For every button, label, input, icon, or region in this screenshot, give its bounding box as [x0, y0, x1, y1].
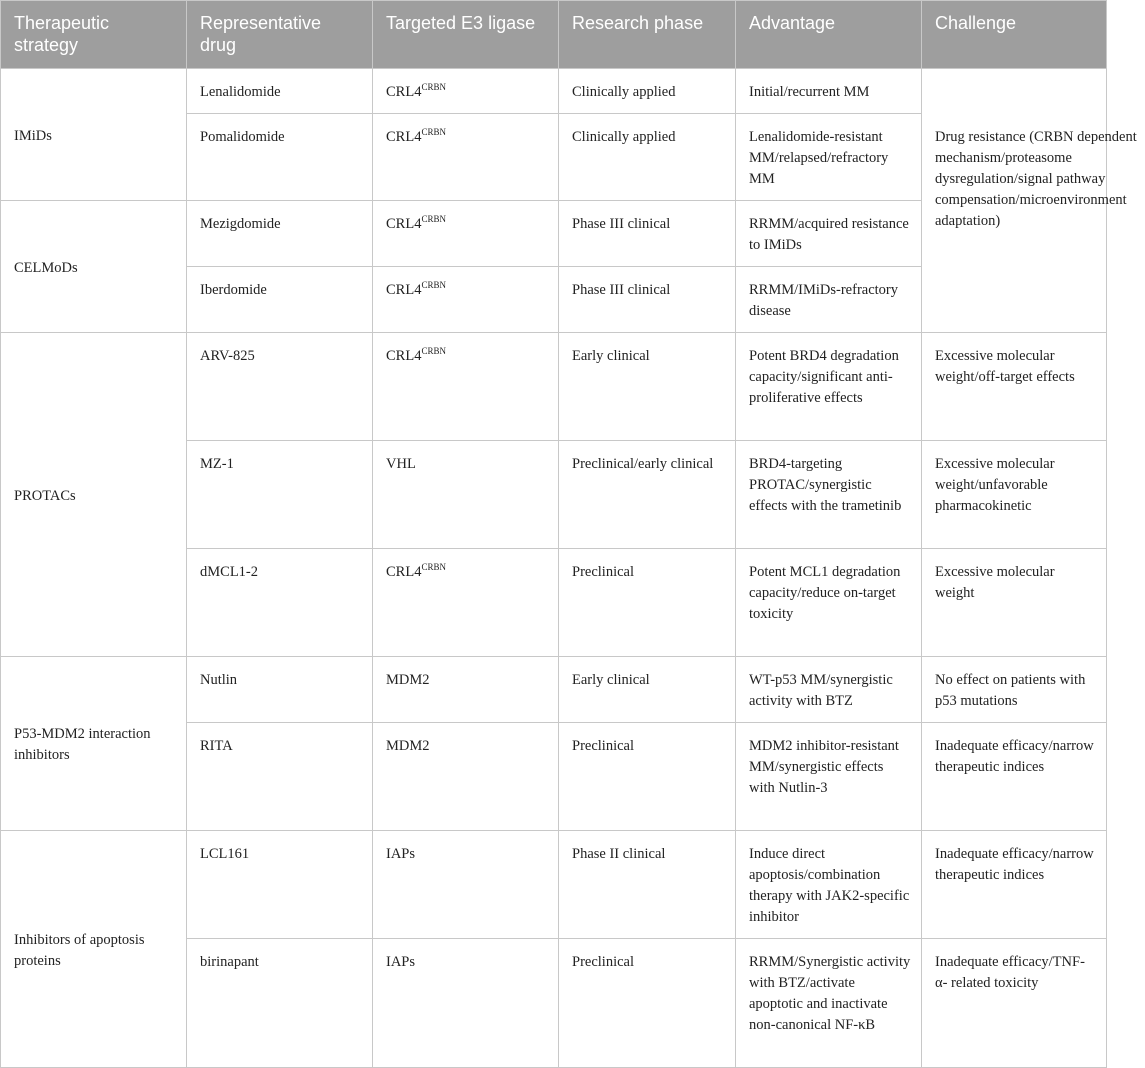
drug-cell: birinapant [187, 939, 373, 1068]
advantage-cell: Potent BRD4 degradation capacity/significant anti-proliferative effects [736, 333, 922, 441]
advantage-cell: Lenalidomide-resistant MM/relapsed/refractory MM [736, 114, 922, 201]
header-strategy: Therapeutic strategy [1, 1, 187, 69]
ligase-cell: $CRL4^{CRBN}$ [373, 549, 559, 657]
challenge-cell: Inadequate efficacy/narrow therapeutic indices [922, 831, 1107, 939]
phase-cell: Clinically applied [559, 114, 736, 201]
ligase-cell: IAPs [373, 831, 559, 939]
advantage-cell: Potent MCL1 degradation capacity/reduce on-target toxicity [736, 549, 922, 657]
ligase-cell: IAPs [373, 939, 559, 1068]
table-row [1, 69, 1107, 114]
drug-cell: ARV-825 [187, 333, 373, 441]
drug-cell: RITA [187, 723, 373, 831]
ligase-cell: $CRL4^{CRBN}$ [373, 69, 559, 114]
advantage-cell: MDM2 inhibitor-resistant MM/synergistic effects with Nutlin-3 [736, 723, 922, 831]
phase-cell: Clinically applied [559, 69, 736, 114]
advantage-cell: Induce direct apoptosis/combination therapy with JAK2-specific inhibitor [736, 831, 922, 939]
phase-cell: Phase III clinical [559, 201, 736, 267]
table-row [1, 831, 1107, 939]
advantage-cell: Initial/recurrent MM [736, 69, 922, 114]
table-row [1, 333, 1107, 441]
header-ligase: Targeted E3 ligase [373, 1, 559, 69]
phase-cell: Preclinical [559, 723, 736, 831]
strategy-cell: IMiDs [1, 69, 187, 201]
advantage-cell: RRMM/Synergistic activity with BTZ/activate apoptotic and inactivate non-canonical NF-κB [736, 939, 922, 1068]
ligase-cell: $CRL4^{CRBN}$ [373, 114, 559, 201]
drug-cell: Nutlin [187, 657, 373, 723]
phase-cell: Phase III clinical [559, 267, 736, 333]
strategy-cell: P53-MDM2 interaction inhibitors [1, 657, 187, 831]
advantage-cell: RRMM/IMiDs-refractory disease [736, 267, 922, 333]
drug-cell: Pomalidomide [187, 114, 373, 201]
header-drug: Representative drug [187, 1, 373, 69]
ligase-cell: MDM2 [373, 657, 559, 723]
phase-cell: Phase II clinical [559, 831, 736, 939]
challenge-cell: Drug resistance (CRBN dependent mechanism/proteasome dysregulation/signal pathway compensation/microenvironment adaptation) [922, 69, 1107, 333]
drug-cell: Iberdomide [187, 267, 373, 333]
strategy-cell: Inhibitors of apoptosis proteins [1, 831, 187, 1068]
phase-cell: Early clinical [559, 657, 736, 723]
challenge-cell: Excessive molecular weight/unfavorable pharmacokinetic [922, 441, 1107, 549]
drug-cell: Mezigdomide [187, 201, 373, 267]
header-advantage: Advantage [736, 1, 922, 69]
header-phase: Research phase [559, 1, 736, 69]
advantage-cell: BRD4-targeting PROTAC/synergistic effects with the trametinib [736, 441, 922, 549]
ligase-cell: $CRL4^{CRBN}$ [373, 267, 559, 333]
phase-cell: Preclinical/early clinical [559, 441, 736, 549]
challenge-cell: No effect on patients with p53 mutations [922, 657, 1107, 723]
drug-cell: Lenalidomide [187, 69, 373, 114]
table-row [1, 657, 1107, 723]
ligase-cell: VHL [373, 441, 559, 549]
challenge-cell: Inadequate efficacy/TNF-α- related toxicity [922, 939, 1107, 1068]
drug-cell: dMCL1-2 [187, 549, 373, 657]
ligase-cell: MDM2 [373, 723, 559, 831]
strategy-cell: PROTACs [1, 333, 187, 657]
drug-cell: MZ-1 [187, 441, 373, 549]
drug-cell: LCL161 [187, 831, 373, 939]
ligase-cell: $CRL4^{CRBN}$ [373, 333, 559, 441]
ligase-cell: $CRL4^{CRBN}$ [373, 201, 559, 267]
phase-cell: Preclinical [559, 939, 736, 1068]
advantage-cell: RRMM/acquired resistance to IMiDs [736, 201, 922, 267]
phase-cell: Preclinical [559, 549, 736, 657]
challenge-cell: Excessive molecular weight/off-target effects [922, 333, 1107, 441]
challenge-cell: Inadequate efficacy/narrow therapeutic indices [922, 723, 1107, 831]
challenge-cell: Excessive molecular weight [922, 549, 1107, 657]
header-row [1, 1, 1107, 69]
header-challenge: Challenge [922, 1, 1107, 69]
strategy-cell: CELMoDs [1, 201, 187, 333]
advantage-cell: WT-p53 MM/synergistic activity with BTZ [736, 657, 922, 723]
phase-cell: Early clinical [559, 333, 736, 441]
